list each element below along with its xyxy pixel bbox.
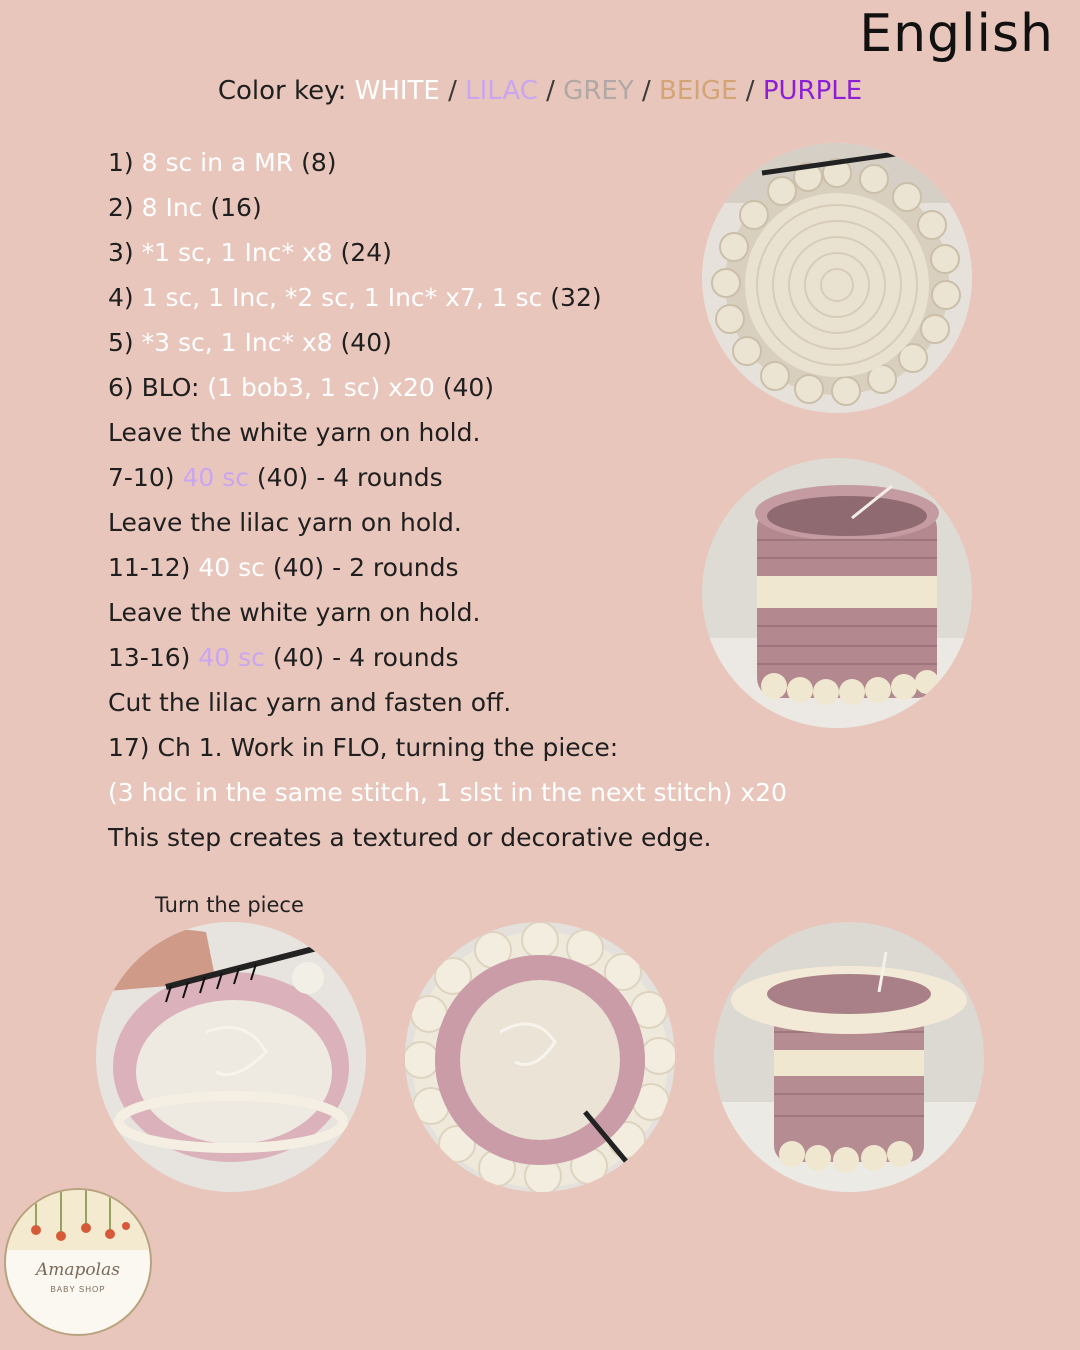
step-text: (8) (293, 148, 337, 177)
pattern-step (108, 140, 748, 185)
step-text: 6) BLO: (108, 373, 208, 402)
step-text: (40) - 4 rounds (264, 643, 459, 672)
step-stitch-instruction: 8 sc in a MR (141, 148, 294, 177)
step-text: Leave the white yarn on hold. (108, 598, 481, 627)
color-purple: PURPLE (762, 76, 863, 106)
photo-turn-piece (96, 922, 366, 1192)
pattern-step (108, 545, 748, 590)
pattern-step (108, 725, 748, 770)
color-separator: / (641, 76, 659, 106)
pattern-step (108, 770, 787, 815)
step-text: Leave the lilac yarn on hold. (108, 508, 462, 537)
step-text: 13-16) (108, 643, 199, 672)
pattern-step (108, 185, 748, 230)
step-text: (40) - 2 rounds (264, 553, 459, 582)
pattern-step (108, 590, 748, 635)
step-text: 5) (108, 328, 142, 357)
step-text: Leave the white yarn on hold. (108, 418, 481, 447)
color-white: WHITE (354, 76, 440, 106)
pattern-step (108, 815, 748, 860)
step-text: 2) (108, 193, 142, 222)
step-stitch-instruction: (1 bob3, 1 sc) x20 (207, 373, 435, 402)
step-text: 3) (108, 238, 142, 267)
step-text: (40) - 4 rounds (248, 463, 443, 492)
step-text: (40) (434, 373, 495, 402)
photo-base-circle (702, 143, 972, 413)
step-text: 17) Ch 1. Work in FLO, turning the piece: (108, 733, 619, 762)
color-key (0, 76, 1080, 106)
language-title: English (859, 4, 1054, 64)
pattern-step (108, 635, 748, 680)
color-key-label: Color key: (217, 76, 347, 106)
step-text: 11-12) (108, 553, 199, 582)
color-separator: / (546, 76, 564, 106)
pattern-step (108, 365, 748, 410)
logo-subtitle: BABY SHOP (50, 1285, 106, 1294)
step-stitch-instruction: *1 sc, 1 Inc* x8 (141, 238, 333, 267)
step-text: 1) (108, 148, 142, 177)
step-stitch-instruction: *3 sc, 1 Inc* x8 (141, 328, 333, 357)
step-text: (32) (542, 283, 602, 312)
step-stitch-instruction: 40 sc (198, 553, 265, 582)
step-stitch-instruction: (3 hdc in the same stitch, 1 slst in the next stitch) x20 (108, 778, 787, 807)
color-lilac: LILAC (465, 76, 538, 106)
photo-scalloped-edge-top (405, 922, 675, 1192)
pattern-step (108, 680, 748, 725)
step-stitch-instruction: 8 Inc (141, 193, 203, 222)
pattern-step (108, 500, 748, 545)
pattern-steps (108, 140, 787, 860)
color-separator: / (448, 76, 466, 106)
step-text: Cut the lilac yarn and fasten off. (108, 688, 512, 717)
photo-caption: Turn the piece (155, 893, 304, 917)
brand-logo (4, 1188, 152, 1336)
color-grey: GREY (563, 76, 634, 106)
logo-name: Amapolas (36, 1260, 120, 1280)
step-text: 4) (108, 283, 142, 312)
pattern-step (108, 455, 748, 500)
step-text: (16) (202, 193, 262, 222)
step-stitch-instruction: 1 sc, 1 Inc, *2 sc, 1 Inc* x7, 1 sc (141, 283, 543, 312)
step-text: 7-10) (108, 463, 183, 492)
photo-finished-basket (714, 922, 984, 1192)
color-beige: BEIGE (659, 76, 738, 106)
pattern-step (108, 275, 748, 320)
step-text: (24) (332, 238, 392, 267)
step-text: (40) (332, 328, 392, 357)
color-separator: / (745, 76, 763, 106)
step-text: This step creates a textured or decorative edge. (108, 823, 712, 852)
pattern-step (108, 320, 748, 365)
step-stitch-instruction: 40 sc (198, 643, 265, 672)
pattern-step (108, 230, 748, 275)
pattern-step (108, 410, 748, 455)
photo-striped-cup (702, 458, 972, 728)
step-stitch-instruction: 40 sc (182, 463, 249, 492)
